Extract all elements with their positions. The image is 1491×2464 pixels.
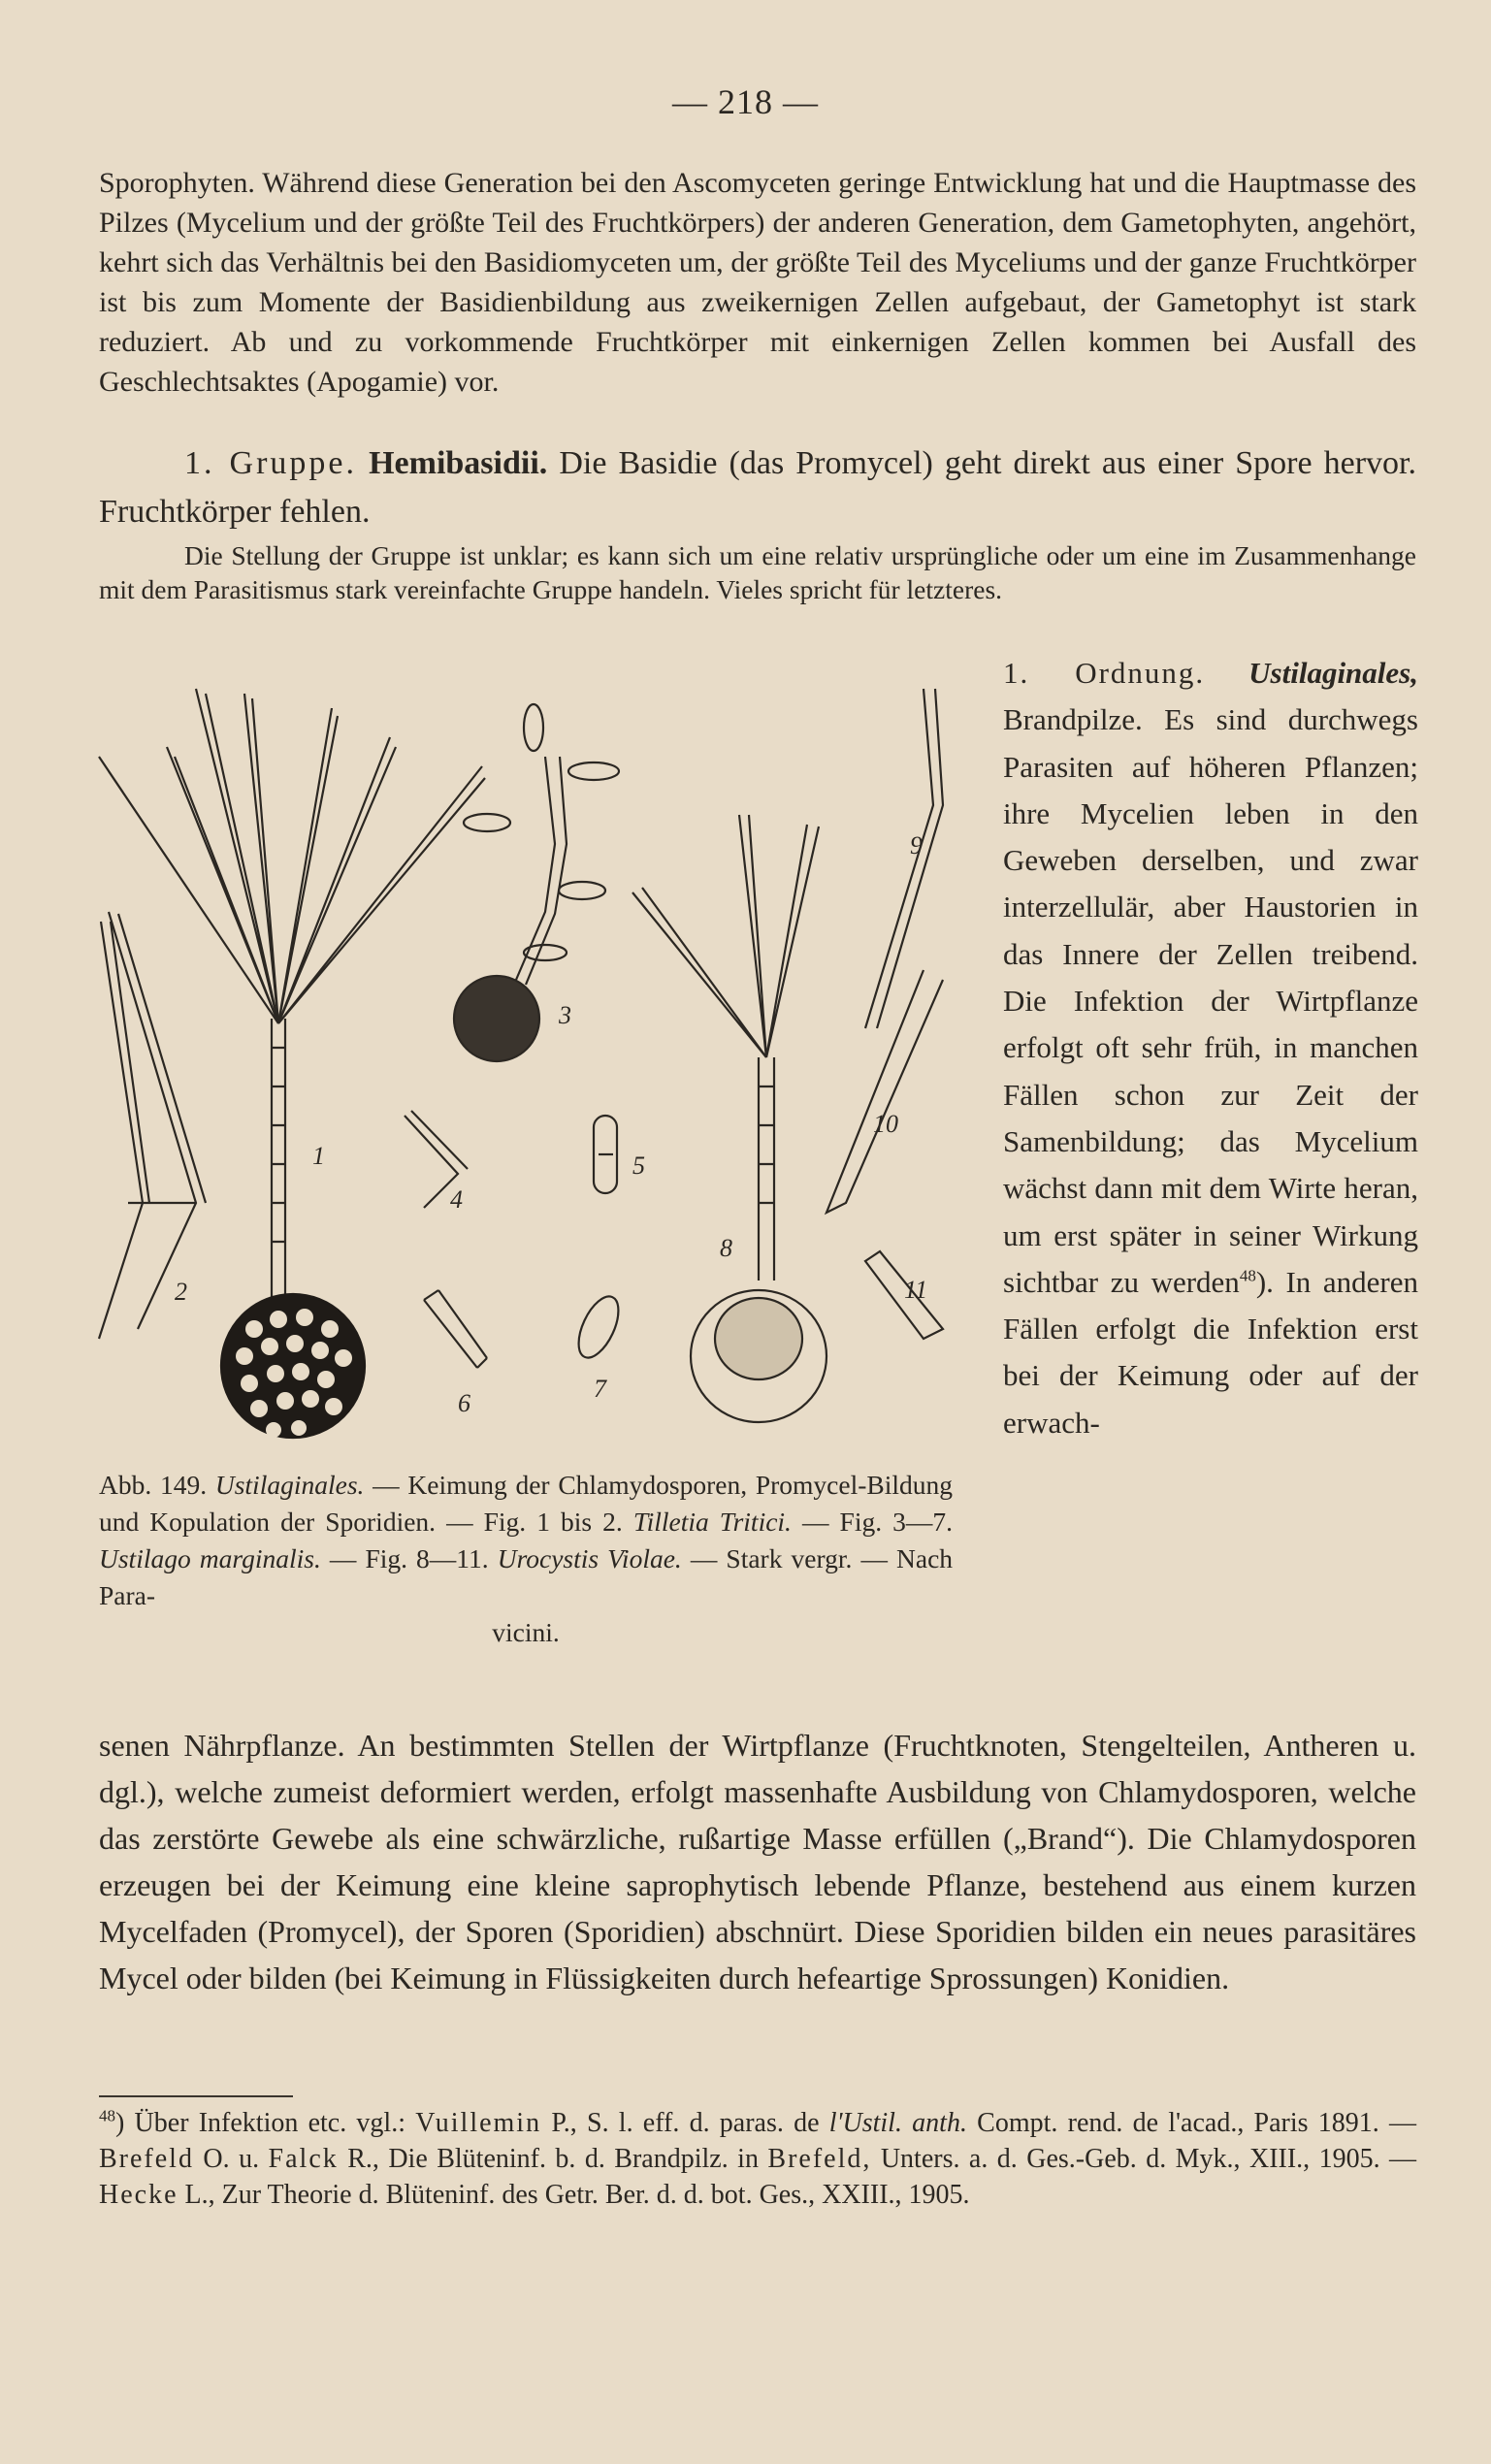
fig-label-2: 2: [175, 1278, 187, 1306]
footnote-author-3: Falck: [268, 2144, 339, 2174]
footnote-title-1: l'Ustil. anth.: [828, 2108, 967, 2138]
fig-label-5: 5: [632, 1151, 645, 1180]
fig-4-7-drawing: [405, 1111, 627, 1368]
fig-label-9: 9: [910, 831, 923, 859]
caption-taxon-3: Ustilago marginalis.: [99, 1543, 321, 1573]
fig-label-7: 7: [594, 1375, 606, 1403]
fig-label-6: 6: [458, 1389, 470, 1417]
group-name: Hemibasidii.: [369, 445, 548, 481]
footnote-text-6: Unters. a. d. Ges.-Geb. d. Myk., XIII., 1905. —: [880, 2144, 1417, 2174]
footnote-author-2: Brefeld: [99, 2144, 194, 2174]
footnote: [99, 2105, 1416, 2213]
fig-label-3: 3: [559, 1001, 571, 1029]
page-number: — 218 —: [672, 82, 819, 121]
caption-text-5: vicini.: [492, 1617, 560, 1647]
footnote-text-4: O. u.: [203, 2144, 260, 2174]
fig-9-11-drawing: [827, 689, 943, 1339]
footnote-text-3: Compt. rend. de l'acad., Paris 1891. —: [977, 2108, 1416, 2138]
order-text-1: Brandpilze. Es sind durchwegs Parasiten auf höheren Pflanzen; ihre Mycelien leben in den Geweben derselben, und zwar interzellulär, aber Haustorien in das Innere der Zellen treibend. Die Infektion der Wirtpflanze erfolgt oft sehr früh, in manchen Fällen schon zur Zeit der Samenbildung; das Mycelium wächst dann mit dem Wirte heran, um erst später in seiner Wirkung sichtbar zu werden: [1003, 702, 1418, 1299]
footnote-divider: [99, 2095, 293, 2097]
caption-taxon-2: Tilletia Tritici.: [632, 1507, 792, 1537]
footnote-text-2: P., S. l. eff. d. paras. de: [551, 2108, 820, 2138]
order-name: Ustilaginales,: [1248, 656, 1418, 690]
fig-1-drawing: [99, 689, 485, 1438]
footnote-ref: 48: [1239, 1266, 1256, 1285]
footnote-author-1: Vuillemin: [415, 2108, 542, 2138]
caption-text-3: — Fig. 8—11.: [329, 1543, 489, 1573]
footnote-text-7: L., Zur Theorie d. Blüteninf. des Getr. Ber. d. d. bot. Ges., XXIII., 1905.: [184, 2180, 970, 2210]
fig-label-4: 4: [450, 1185, 463, 1214]
intro-paragraph: Sporophyten. Während diese Generation bei den Ascomyceten geringe Entwicklung hat und die Hauptmasse des Pilzes (Mycelium und der größte Teil des Fruchtkörpers) der anderen Generation, dem Gametophyten, angehört, kehrt sich das Verhältnis bei den Basidiomyceten um, der größte Teil des Myceliums und der ganze Fruchtkörper ist bis zum Momente der Basidienbildung aus zweikernigen Zellen aufgebaut, der Gametophyt ist stark reduziert. Ab und zu vorkommende Fruchtkörper mit einkernigen Zellen kommen bei Ausfall des Geschlechtsaktes (Apogamie) vor.: [99, 167, 1416, 398]
order-label: 1. Ordnung.: [1003, 656, 1206, 690]
group-label: 1. Gruppe.: [184, 445, 358, 481]
fig-label-1: 1: [312, 1142, 325, 1170]
fig-8-drawing: [632, 815, 827, 1422]
order-paragraph: [1003, 650, 1418, 1446]
caption-text-1: — Keimung der Chlamydosporen, Promycel-Bildung und Kopulation der Sporidien. — Fig. 1 bis 2.: [99, 1470, 954, 1537]
fig-2-drawing: [99, 912, 206, 1339]
caption-text-4: — Stark vergr. — Nach Para-: [99, 1543, 954, 1610]
group-note: Die Stellung der Gruppe ist unklar; es kann sich um eine relativ ursprüngliche oder um eine im Zusammenhange mit dem Parasitismus stark vereinfachte Gruppe handeln. Vieles spricht für letzteres.: [99, 540, 1416, 604]
fig-3-drawing: [454, 704, 619, 1061]
figure-illustration: [89, 660, 962, 1465]
caption-text-2: — Fig. 3—7.: [801, 1507, 954, 1537]
footnote-number: 48: [99, 2106, 115, 2125]
footnote-text-5: R., Die Blüteninf. b. d. Brandpilz. in: [347, 2144, 759, 2174]
footnote-author-4: Brefeld,: [767, 2144, 872, 2174]
group-heading-paragraph: [99, 439, 1416, 536]
caption-taxon-1: Ustilaginales.: [214, 1470, 365, 1500]
caption-figure-number: Abb. 149.: [99, 1470, 208, 1500]
group-description: Die Basidie (das Promycel) geht direkt aus einer Spore hervor. Fruchtkörper fehlen.: [99, 445, 1417, 530]
fig-label-10: 10: [873, 1110, 898, 1138]
footnote-author-5: Hecke: [99, 2180, 178, 2210]
order-text-2: ). In anderen Fällen erfolgt die Infektion erst bei der Keimung oder auf der erwach-: [1003, 1264, 1418, 1440]
ustilaginales-drawing: [89, 660, 962, 1465]
continuation-paragraph: senen Nährpflanze. An bestimmten Stellen der Wirtpflanze (Fruchtknoten, Stengelteilen, Antheren u. dgl.), welche zumeist deformiert werden, erfolgt massenhafte Ausbildung von Chlamydosporen, welche das zerstörte Gewebe als eine schwärzliche, rußartige Masse erfüllen („Brand“). Die Chlamydosporen erzeugen bei der Keimung eine kleine saprophytisch lebende Pflanze, bestehend aus einem kurzen Mycelfaden (Promycel), der Sporen (Sporidien) abschnürt. Diese Sporidien bilden ein neues parasitäres Mycel oder bilden (bei Keimung in Flüssigkeiten durch hefeartige Sprossungen) Konidien.: [99, 1728, 1416, 1995]
fig-label-11: 11: [904, 1276, 928, 1304]
fig-label-8: 8: [720, 1234, 732, 1262]
caption-taxon-4: Urocystis Violae.: [497, 1543, 682, 1573]
footnote-text-1: ) Über Infektion etc. vgl.:: [115, 2108, 405, 2138]
figure-caption: [99, 1467, 953, 1651]
